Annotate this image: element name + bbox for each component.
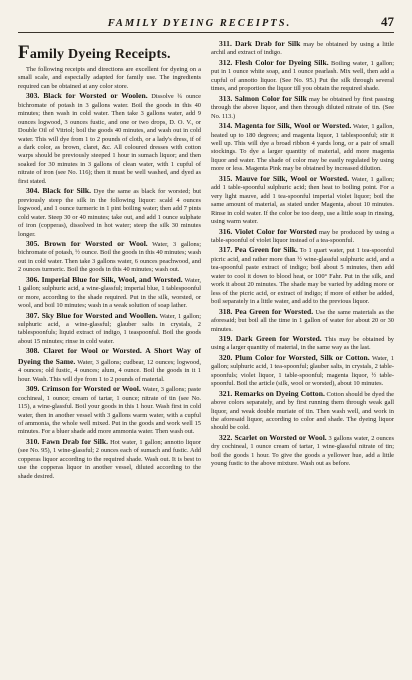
recipe-number: 315. — [219, 173, 233, 183]
recipe-number: 314. — [219, 121, 233, 131]
recipe-heading: Plum Color for Worsted, Silk or Cotton. — [235, 352, 370, 362]
recipe-308 — [18, 346, 201, 384]
recipe-number: 311. — [219, 39, 232, 48]
recipe-number: 303. — [26, 91, 40, 101]
recipe-heading: Pea Green for Worsted. — [234, 306, 314, 316]
recipe-number: 307. — [26, 310, 40, 320]
recipe-307 — [18, 311, 201, 347]
recipe-heading: Dark Green for Worsted. — [235, 333, 322, 343]
recipe-text: may be produced by using a table-spoonful of violet liquor instead of a tea-spoonful. — [211, 228, 395, 244]
recipe-heading: Sky Blue for Worsted and Woollen. — [41, 310, 158, 320]
running-title: FAMILY DYEING RECEIPTS. — [107, 18, 292, 29]
recipe-heading: Violet Color for Worsted — [234, 226, 317, 236]
intro-paragraph: The following receipts and directions are excellent for dyeing on a small scale, and especially adapted for family use. The ingredients required can be obtained at any color store. — [18, 65, 201, 90]
recipe-number: 317. — [219, 245, 233, 255]
recipe-303 — [18, 91, 201, 186]
recipe-heading: Scarlet on Worsted or Wool. — [234, 432, 327, 442]
recipe-text: Water, 3 gallons; paste cochineal, 1 ounce; cream of tartar, 1 ounce; nitrate of tin (see No. 115), a wine-glassful. Boil your goods in this 1 hour. Wash first in cold water, then in another vessel with 3 gallons warm water, with a cupful of ammonia, the whole well mixed. Put in the goods and work well 15 minutes. For a bluer shade add more ammonia water. Then wash out. — [18, 386, 201, 436]
recipe-321 — [211, 389, 394, 433]
recipe-319 — [211, 334, 394, 353]
recipe-number: 306. — [26, 274, 40, 284]
recipe-heading: Imperial Blue for Silk, Wool, and Worsted. — [41, 274, 183, 284]
recipe-text: Dye the same as black for worsted; but previously steep the silk in the following liquor: scald 4 ounces logwood, and 1 ounce turmeric in 1 pint boiling water; then add 7 pints cold water. Steep 30 or 40 minutes; take out, and add 1 ounce sulphate of iron (copperas), dissolved in hot water; steep the silk 30 minutes longer. — [18, 188, 202, 238]
recipe-text: Water, 1 gallon; sulphuric acid, a wine-glassful; imperial blue, 1 tablespoonful or more, according to the shade required. Put in the silk, worsted, or wool, and boil 10 minutes; wash in a weak solution of soap lather. — [18, 276, 201, 310]
recipe-305 — [18, 239, 201, 275]
recipe-number: 312. — [219, 57, 233, 67]
recipe-number: 316. — [219, 226, 233, 236]
right-column — [211, 39, 394, 481]
recipe-320 — [211, 353, 394, 389]
recipe-heading: Fawn Drab for Silk. — [41, 436, 108, 446]
recipe-heading: Flesh Color for Dyeing Silk. — [235, 57, 329, 67]
recipe-heading: Black for Worsted or Woolen. — [43, 91, 148, 101]
recipe-text: Boiling water, 1 gallon; put in 1 ounce white soap, and 1 ounce pearlash. Mix well, then add a cupful of annotto liquor. (See No. 95.) Put the silk through several times, and proportion the liquor till you obtain the required shade. — [211, 59, 395, 93]
recipe-310 — [18, 437, 201, 481]
section-title-rest: amily Dyeing Receipts. — [29, 47, 171, 62]
recipe-heading: Brown for Worsted or Wool. — [44, 238, 148, 248]
recipe-heading: Pea Green for Silk. — [234, 245, 298, 255]
recipe-number: 309. — [26, 384, 40, 394]
page-number: 47 — [381, 14, 394, 29]
recipe-306 — [18, 275, 201, 311]
section-title-initial: F — [18, 42, 30, 63]
recipe-315 — [211, 174, 394, 227]
recipe-317 — [211, 245, 394, 306]
left-column — [18, 39, 201, 481]
recipe-309 — [18, 384, 201, 437]
running-header — [18, 14, 394, 33]
recipe-text: may be obtained by using a little archil and extract of indigo. — [211, 41, 395, 57]
recipe-number: 304. — [26, 186, 40, 196]
recipe-heading: Magenta for Silk, Wool or Worsted. — [234, 121, 352, 131]
recipe-number: 310. — [26, 436, 40, 446]
recipe-text: may be obtained by first passing through the above liquor, and then through diluted nitrate of tin. (See No. 113.) — [211, 95, 395, 120]
recipe-text: Dissolve ¾ ounce bichromate of potash in 3 gallons water. Boil the goods in this 40 minutes; then wash in cold water. Then take 3 gallons water, add 9 ounces logwood, 3 ounces fustic, and one or two drops, D. O. V., or Double Oil of Vitriol; boil the goods 40 minutes, and wash out in cold water. This will dye from 1 to 2 pounds of cloth, or a lady's dress, if of a dark color, as brown, claret, &c. All coloured dresses with cotton warps should be previously steeped 1 hour in sumach liquor; and then soaked for 30 minutes in 3 gallons of clean water, with 1 cupful of nitrate of iron (see No. 116); then it must be well washed, and dyed as first stated. — [18, 93, 201, 185]
recipe-heading: Remarks on Dyeing Cotton. — [234, 388, 325, 398]
recipe-text: Water, 3 gallons; bichromate of potash, ½ ounce. Boil the goods in this 40 minutes; wash out in cold water. Then take 3 gallons water, 6 ounces peachwood, and 2 ounces turmeric. Boil the goods in this 40 minutes; wash out. — [18, 240, 202, 274]
recipe-number: 318. — [219, 306, 233, 316]
recipe-text: Hot water, 1 gallon; annotto liquor (see No. 95), 1 wine-glassful; 2 ounces each of sumach and fustic. Add copperas liquor according to the required shade. Wash out. It is best to use the copperas liquor in another vessel, diluted according to the shade desired. — [18, 438, 201, 480]
recipe-318 — [211, 307, 394, 334]
recipe-text: Cotton should be dyed the above colors separately, and by first running them through weak gall liquor, and weak double muriate of tin. Then wash well, and work in the aforesaid liquor, according to color and shade. The dyeing liquor should be cold. — [211, 390, 395, 432]
recipe-text: Use the same materials as the aforesaid; but boil all the time in 1 gallon of water for about 20 or 30 minutes. — [211, 308, 394, 333]
recipe-text: 3 gallons water, 2 ounces dry cochineal, 1 ounce cream of tartar, 1 wine-glassful nitrate of tin; boil the goods 1 hour. To give the goods a yellower hue, add a little young fustic to the above mixture. Wash out as before. — [211, 434, 395, 468]
recipe-text: This may be obtained by using a larger quantity of material, in the same way as the last. — [211, 335, 394, 352]
section-title — [18, 43, 201, 64]
recipe-heading: Dark Drab for Silk — [235, 39, 301, 48]
recipe-number: 305. — [26, 238, 40, 248]
recipe-heading: Mauve for Silk, Wool or Worsted. — [235, 173, 350, 183]
recipe-heading: Black for Silk. — [42, 186, 92, 196]
recipe-number: 321. — [219, 388, 233, 398]
recipe-number: 308. — [26, 346, 40, 356]
recipe-313 — [211, 94, 394, 121]
recipe-text: Water, 3 gallons; cudbear, 12 ounces; logwood, 4 ounces; old fustic, 4 ounces; alum, 4 ounce. Boil the goods in it 1 hour. Wash. This will dye from 1 to 2 pounds of material. — [18, 358, 201, 383]
recipe-number: 322. — [219, 432, 233, 442]
recipe-322 — [211, 433, 394, 469]
recipe-text: Water, 1 gallon; add 1 table-spoonful sulphuric acid; then heat to boiling point. For a very light mauve, add 1 tea-spoonful imperial violet liquor; boil the same amount of material, as stated under Magenta, about 10 minutes. Rinse in cold water. If the color be too deep, use a little soap in rinsing, using warm water. — [211, 175, 395, 226]
recipe-text: Water, 1 gallon; sulphuric acid, a wine-glassful; glauber salts in crystals, 2 tablespoonfuls; liquid extract of indigo, 1 teaspoonful. Boil the goods about 15 minutes; rinse in cold water. — [18, 312, 201, 345]
recipe-number: 320. — [219, 352, 233, 362]
recipe-heading: Claret for Wool or Worsted. A Short Way of Dyeing the Same. — [18, 346, 201, 366]
recipe-number: 319. — [219, 333, 233, 343]
recipe-text: Water, 1 gallon; sulphuric acid, 1 tea-spoonful; glauber salts, in crystals, 2 table-spoonfuls; violet liquor, 1 table-spoonful; magenta liquor, ½ table-spoonful. Boil the article (silk, wool or worsted), about 10 minutes. — [211, 354, 394, 388]
recipe-text: To 1 quart water, put 1 tea-spoonful picric acid, and rather more than ½ wine-glassful sulphuric acid, and a tea-spoonful paste extract of indigo; boil about 5 minutes, then add water to cool it down to blood heat, or 100° Fahr. Put in the silk, and work it about 20 minutes. The shade may be varied by adding more or less of the picric acid, or extract of indigo; if more of either be added, boil separately in a little water, and add to the previous liquor. — [211, 247, 394, 306]
recipe-316 — [211, 227, 394, 246]
two-column-body — [18, 39, 394, 481]
recipe-number: 313. — [219, 93, 233, 103]
recipe-heading: Salmon Color for Silk — [234, 93, 307, 103]
recipe-312 — [211, 58, 394, 94]
recipe-text: Water, 1 gallon, heated up to 180 degrees; and magenta liquor, 1 tablespoonful; stir it well up. This will dye a broad ribbon 4 yards long, or a pair of small stockings. To dye a larger quantity of material, add more magenta liquor and water. The shade of color may be easily regulated by using more or less. Magenta Pink may be obtained by increased dilution. — [211, 123, 395, 173]
recipe-304 — [18, 186, 201, 239]
recipe-314 — [211, 121, 394, 174]
recipe-heading: Crimson for Worsted or Wool. — [41, 384, 141, 394]
recipe-311 — [211, 39, 394, 58]
